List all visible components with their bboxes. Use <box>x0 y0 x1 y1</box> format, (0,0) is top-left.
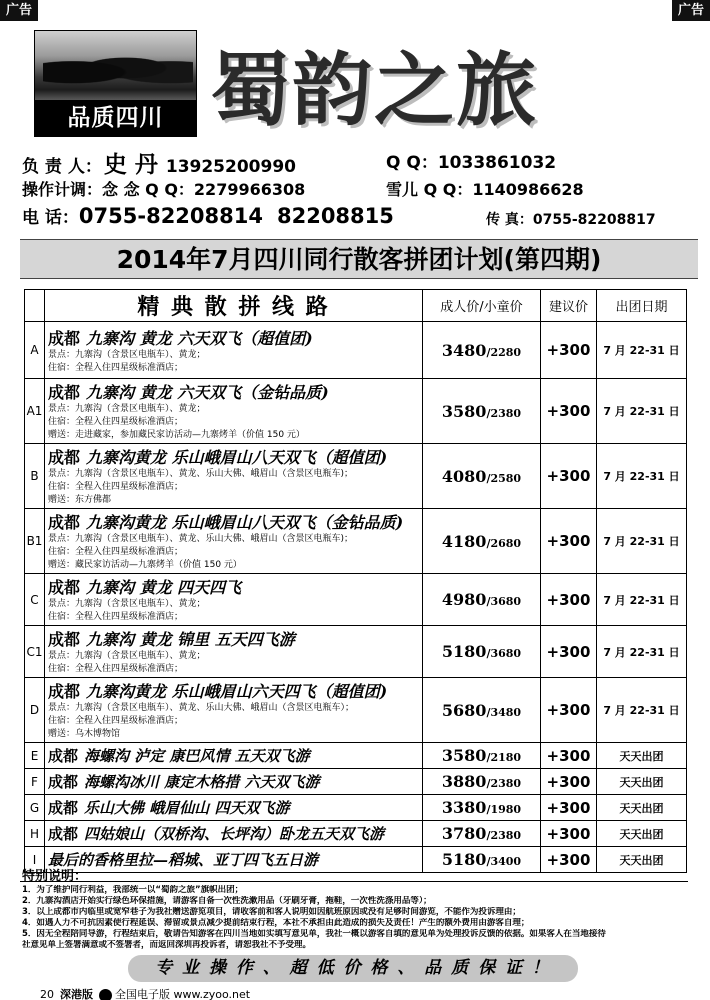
child-price: /2380 <box>486 777 522 790</box>
table-row <box>25 509 687 574</box>
brand-title: 蜀韵之旅 <box>210 43 538 137</box>
route-destination: 九寨沟黄龙 乐山峨眉山八天双飞（金钻品质) <box>86 513 404 532</box>
route-name <box>48 510 419 533</box>
route-code: B1 <box>25 509 45 574</box>
route-start: 成都 <box>48 578 81 597</box>
route-suggested-fee: +300 <box>541 847 597 873</box>
note-item: 4．如遇人力不可抗因素使行程延误、滞留或景点减少提前结束行程，本社不承担由此造成的损失及责任！产生的额外费用由游客自理； <box>22 918 530 928</box>
route-detail-line: 住宿：全程入住四星级标准酒店； <box>48 716 184 726</box>
footer-site: 全国电子版 www.zyoo.net <box>115 988 251 1000</box>
route-departure-date: 天天出团 <box>597 743 687 769</box>
route-departure-date: 7 月 22-31 日 <box>597 574 687 626</box>
route-code: C1 <box>25 626 45 678</box>
qq1-label: Q Q： <box>386 153 438 173</box>
route-departure-date: 7 月 22-31 日 <box>597 509 687 574</box>
route-destination: 四姑娘山（双桥沟、长坪沟）卧龙五天双飞游 <box>84 825 385 843</box>
route-name <box>48 326 419 349</box>
qq1-row <box>386 148 556 173</box>
route-price <box>423 821 541 847</box>
route-start: 成都 <box>48 513 81 532</box>
adult-price: 3480 <box>441 340 487 360</box>
table-row <box>25 769 687 795</box>
child-price: /3400 <box>486 855 522 868</box>
route-departure-date: 天天出团 <box>597 821 687 847</box>
note-item: 3．以上成都市内临里或宽窄巷子为我社赠送游览项目，请收客前和客人说明如因航班原因或没有足够时间游览，不能作为投诉理由； <box>22 907 521 917</box>
route-suggested-fee: +300 <box>541 574 597 626</box>
table-row <box>25 444 687 509</box>
table-row <box>25 743 687 769</box>
route-description <box>45 821 423 847</box>
route-departure-date: 7 月 22-31 日 <box>597 626 687 678</box>
note-item: 社意见单上签署满意或不签署者，而返回深圳再投诉者，请恕我社不予受理。 <box>22 940 312 950</box>
route-start: 成都 <box>48 682 81 701</box>
table-row <box>25 379 687 444</box>
route-detail-line: 景点：九寨沟（含景区电瓶车）、黄龙； <box>48 349 206 360</box>
adult-price: 4180 <box>441 531 487 551</box>
child-price: /3480 <box>486 705 522 719</box>
route-detail-line: 景点：九寨沟（含景区电瓶车）、黄龙； <box>48 651 206 661</box>
adult-price: 4980 <box>441 590 487 609</box>
route-detail-line: 赠送：东方佛都 <box>48 495 112 505</box>
adult-price: 5680 <box>441 700 487 720</box>
route-price <box>423 678 541 743</box>
note-item: 1．为了维护同行利益，我部统一以“蜀韵之旅”旗帜出团； <box>22 885 244 895</box>
route-destination: 最后的香格里拉—稻城、亚丁四飞五日游 <box>48 851 319 869</box>
route-departure-date: 天天出团 <box>597 847 687 873</box>
notes-divider <box>20 881 688 882</box>
route-suggested-fee: +300 <box>541 322 597 379</box>
route-price <box>423 509 541 574</box>
route-name <box>48 380 419 403</box>
route-start: 成都 <box>48 747 79 765</box>
notes-list <box>22 885 692 951</box>
route-code: E <box>25 743 45 769</box>
operator-label: 操作计调：念 念 Q Q： <box>22 180 194 199</box>
fax-value: 0755-82208817 <box>532 212 656 228</box>
notes-title: 特别说明： <box>22 869 88 884</box>
table-row <box>25 821 687 847</box>
tel-row <box>22 203 394 228</box>
route-start: 成都 <box>48 773 79 791</box>
child-price: /3680 <box>486 595 522 608</box>
route-start: 成都 <box>48 630 81 649</box>
route-detail-line: 住宿：全程入住四星级标准酒店； <box>48 362 184 373</box>
route-description <box>45 574 423 626</box>
adult-price: 5180 <box>441 642 487 661</box>
route-destination: 九寨沟 黄龙 六天双飞（金钻品质) <box>86 383 329 402</box>
route-suggested-fee: +300 <box>541 795 597 821</box>
qq1-value: 1033861032 <box>437 153 557 173</box>
route-start: 成都 <box>48 799 79 817</box>
route-detail-line: 住宿：全程入住四星级标准酒店； <box>48 664 184 674</box>
manager-name: 史 丹 <box>103 151 158 178</box>
route-suggested-fee: +300 <box>541 769 597 795</box>
child-price: /2380 <box>486 406 522 420</box>
route-name <box>48 771 419 792</box>
footer-page: 20 <box>40 988 54 1000</box>
tel-value-1: 0755-82208814 <box>78 204 263 228</box>
route-description <box>45 626 423 678</box>
child-price: /3680 <box>486 647 522 660</box>
route-code: C <box>25 574 45 626</box>
route-detail-line: 景点：九寨沟（含景区电瓶车）、黄龙； <box>48 404 206 414</box>
route-suggested-fee: +300 <box>541 379 597 444</box>
route-destination: 乐山大佛 峨眉仙山 四天双飞游 <box>84 799 290 817</box>
note-item: 5．因无全程陪同导游，行程结束后，敬请告知游客在四川当地如实填写意见单，我社一概以游客自填的意见单为处理投诉反馈的依据。如果客人在当地接待 <box>22 929 606 939</box>
manager-label: 负 责 人： <box>22 157 102 177</box>
qq2-value: 1140986628 <box>472 180 584 199</box>
qq2-label: 雪儿 Q Q： <box>386 180 473 199</box>
header-routes: 精 典 散 拼 线 路 <box>45 290 423 322</box>
route-name <box>48 797 419 818</box>
route-code: B <box>25 444 45 509</box>
route-description <box>45 795 423 821</box>
route-detail-line: 住宿：全程入住四星级标准酒店； <box>48 612 184 622</box>
header-fee: 建议价 <box>541 290 597 322</box>
route-destination: 九寨沟黄龙 乐山峨眉山六天四飞（超值团) <box>86 682 388 701</box>
route-detail-line: 景点：九寨沟（含景区电瓶车）、黄龙、乐山大佛、峨眉山（含景区电瓶车)； <box>48 469 354 479</box>
footer <box>40 986 256 1000</box>
route-destination: 海螺沟 泸定 康巴风情 五天双飞游 <box>84 747 310 765</box>
route-code: D <box>25 678 45 743</box>
adult-price: 5180 <box>441 850 487 869</box>
adult-price: 3580 <box>441 401 487 421</box>
fax-row <box>486 209 656 229</box>
route-description <box>45 743 423 769</box>
route-destination: 九寨沟黄龙 乐山峨眉山八天双飞（超值团) <box>86 448 388 467</box>
footer-edition: 深港版 <box>60 988 93 1000</box>
zyoo-logo-icon <box>99 989 112 1000</box>
route-code: H <box>25 821 45 847</box>
child-price: /2680 <box>486 536 522 550</box>
operator-qq: 2279966308 <box>193 180 306 199</box>
table-row <box>25 795 687 821</box>
manager-row <box>22 146 296 179</box>
route-price <box>423 626 541 678</box>
table-row <box>25 322 687 379</box>
route-price <box>423 379 541 444</box>
route-suggested-fee: +300 <box>541 444 597 509</box>
route-departure-date: 7 月 22-31 日 <box>597 678 687 743</box>
route-suggested-fee: +300 <box>541 626 597 678</box>
adult-price: 4080 <box>441 466 487 486</box>
route-description <box>45 769 423 795</box>
route-price <box>423 847 541 873</box>
operator-row <box>22 177 305 200</box>
route-start: 成都 <box>48 328 81 348</box>
route-departure-date: 7 月 22-31 日 <box>597 379 687 444</box>
route-description <box>45 847 423 873</box>
route-departure-date: 7 月 22-31 日 <box>597 444 687 509</box>
route-suggested-fee: +300 <box>541 678 597 743</box>
route-destination: 九寨沟 黄龙 四天四飞 <box>86 578 242 597</box>
adult-price: 3780 <box>441 824 487 843</box>
route-name <box>48 575 419 598</box>
table-row <box>25 574 687 626</box>
route-description <box>45 444 423 509</box>
ad-label-right: 广告 <box>672 0 710 21</box>
plan-title: 2014年7月四川同行散客拼团计划(第四期) <box>20 239 698 279</box>
adult-price: 3580 <box>441 746 487 765</box>
route-price <box>423 743 541 769</box>
route-destination: 九寨沟 黄龙 锦里 五天四飞游 <box>86 630 295 649</box>
table-row <box>25 847 687 873</box>
route-description <box>45 322 423 379</box>
tel-value-2: 82208815 <box>276 204 394 228</box>
manager-phone: 13925200990 <box>165 157 296 177</box>
route-description <box>45 379 423 444</box>
route-name <box>48 745 419 766</box>
route-start: 成都 <box>48 383 81 402</box>
route-detail-line: 景点：九寨沟（含景区电瓶车）、黄龙、乐山大佛、峨眉山（含景区电瓶车)； <box>48 534 354 544</box>
route-suggested-fee: +300 <box>541 821 597 847</box>
route-departure-date: 天天出团 <box>597 795 687 821</box>
route-price <box>423 574 541 626</box>
route-detail-line: 景点：九寨沟（含景区电瓶车）、黄龙、乐山大佛、峨眉山（含景区电瓶车）； <box>48 703 355 713</box>
table-row <box>25 626 687 678</box>
adult-price: 3880 <box>441 772 487 791</box>
fax-label: 传 真： <box>486 212 533 228</box>
child-price: /2380 <box>486 829 522 842</box>
route-detail-line: 住宿：全程入住四星级标准酒店； <box>48 482 184 492</box>
adult-price: 3380 <box>441 798 487 817</box>
route-code: I <box>25 847 45 873</box>
route-code: A1 <box>25 379 45 444</box>
child-price: /2580 <box>486 471 522 485</box>
ad-label-left: 广告 <box>0 0 38 21</box>
route-detail-line: 住宿：全程入住四星级标准酒店； <box>48 547 184 557</box>
route-departure-date: 天天出团 <box>597 769 687 795</box>
route-detail-line: 景点：九寨沟（含景区电瓶车）、黄龙； <box>48 599 206 609</box>
route-description <box>45 509 423 574</box>
route-suggested-fee: +300 <box>541 743 597 769</box>
route-code: A <box>25 322 45 379</box>
route-price <box>423 444 541 509</box>
route-detail-line: 赠送：走进藏家，参加藏民家访活动—九寨烤羊（价值 150 元） <box>48 430 305 440</box>
child-price: /2280 <box>486 345 522 359</box>
tel-label: 电 话： <box>22 208 79 228</box>
route-detail-line: 赠送：乌木博物馆 <box>48 729 121 739</box>
route-name <box>48 445 419 468</box>
child-price: /1980 <box>486 803 522 816</box>
route-code: G <box>25 795 45 821</box>
child-price: /2180 <box>486 751 522 764</box>
route-name <box>48 627 419 650</box>
route-detail-line: 住宿：全程入住四星级标准酒店； <box>48 417 184 427</box>
route-start: 成都 <box>48 448 81 467</box>
route-table-body <box>25 322 687 873</box>
route-name <box>48 823 419 844</box>
route-start: 成都 <box>48 825 79 843</box>
route-destination: 九寨沟 黄龙 六天双飞（超值团) <box>86 328 313 348</box>
header-price: 成人价/小童价 <box>423 290 541 322</box>
route-detail-line: 赠送：藏民家访活动—九寨烤羊（价值 150 元） <box>48 560 242 570</box>
note-item: 2．九寨沟酒店开始实行绿色环保措施，请游客自备一次性洗漱用品（牙刷牙膏，拖鞋，一次性洗涤用品等）； <box>22 896 432 906</box>
route-price <box>423 795 541 821</box>
route-table <box>24 289 687 873</box>
brand-slogan: 品质四川 <box>34 100 197 137</box>
route-name <box>48 679 419 702</box>
route-description <box>45 678 423 743</box>
route-code: F <box>25 769 45 795</box>
route-destination: 海螺沟冰川 康定木格措 六天双飞游 <box>84 773 320 791</box>
qq2-row <box>386 177 584 200</box>
table-row <box>25 678 687 743</box>
route-suggested-fee: +300 <box>541 509 597 574</box>
table-header-row <box>25 290 687 322</box>
slogan-banner: 专 业 操 作 、 超 低 价 格 、 品 质 保 证 ！ <box>128 955 578 982</box>
header-date: 出团日期 <box>597 290 687 322</box>
route-price <box>423 322 541 379</box>
route-name <box>48 849 419 870</box>
header-code <box>25 290 45 322</box>
route-departure-date: 7 月 22-31 日 <box>597 322 687 379</box>
route-price <box>423 769 541 795</box>
